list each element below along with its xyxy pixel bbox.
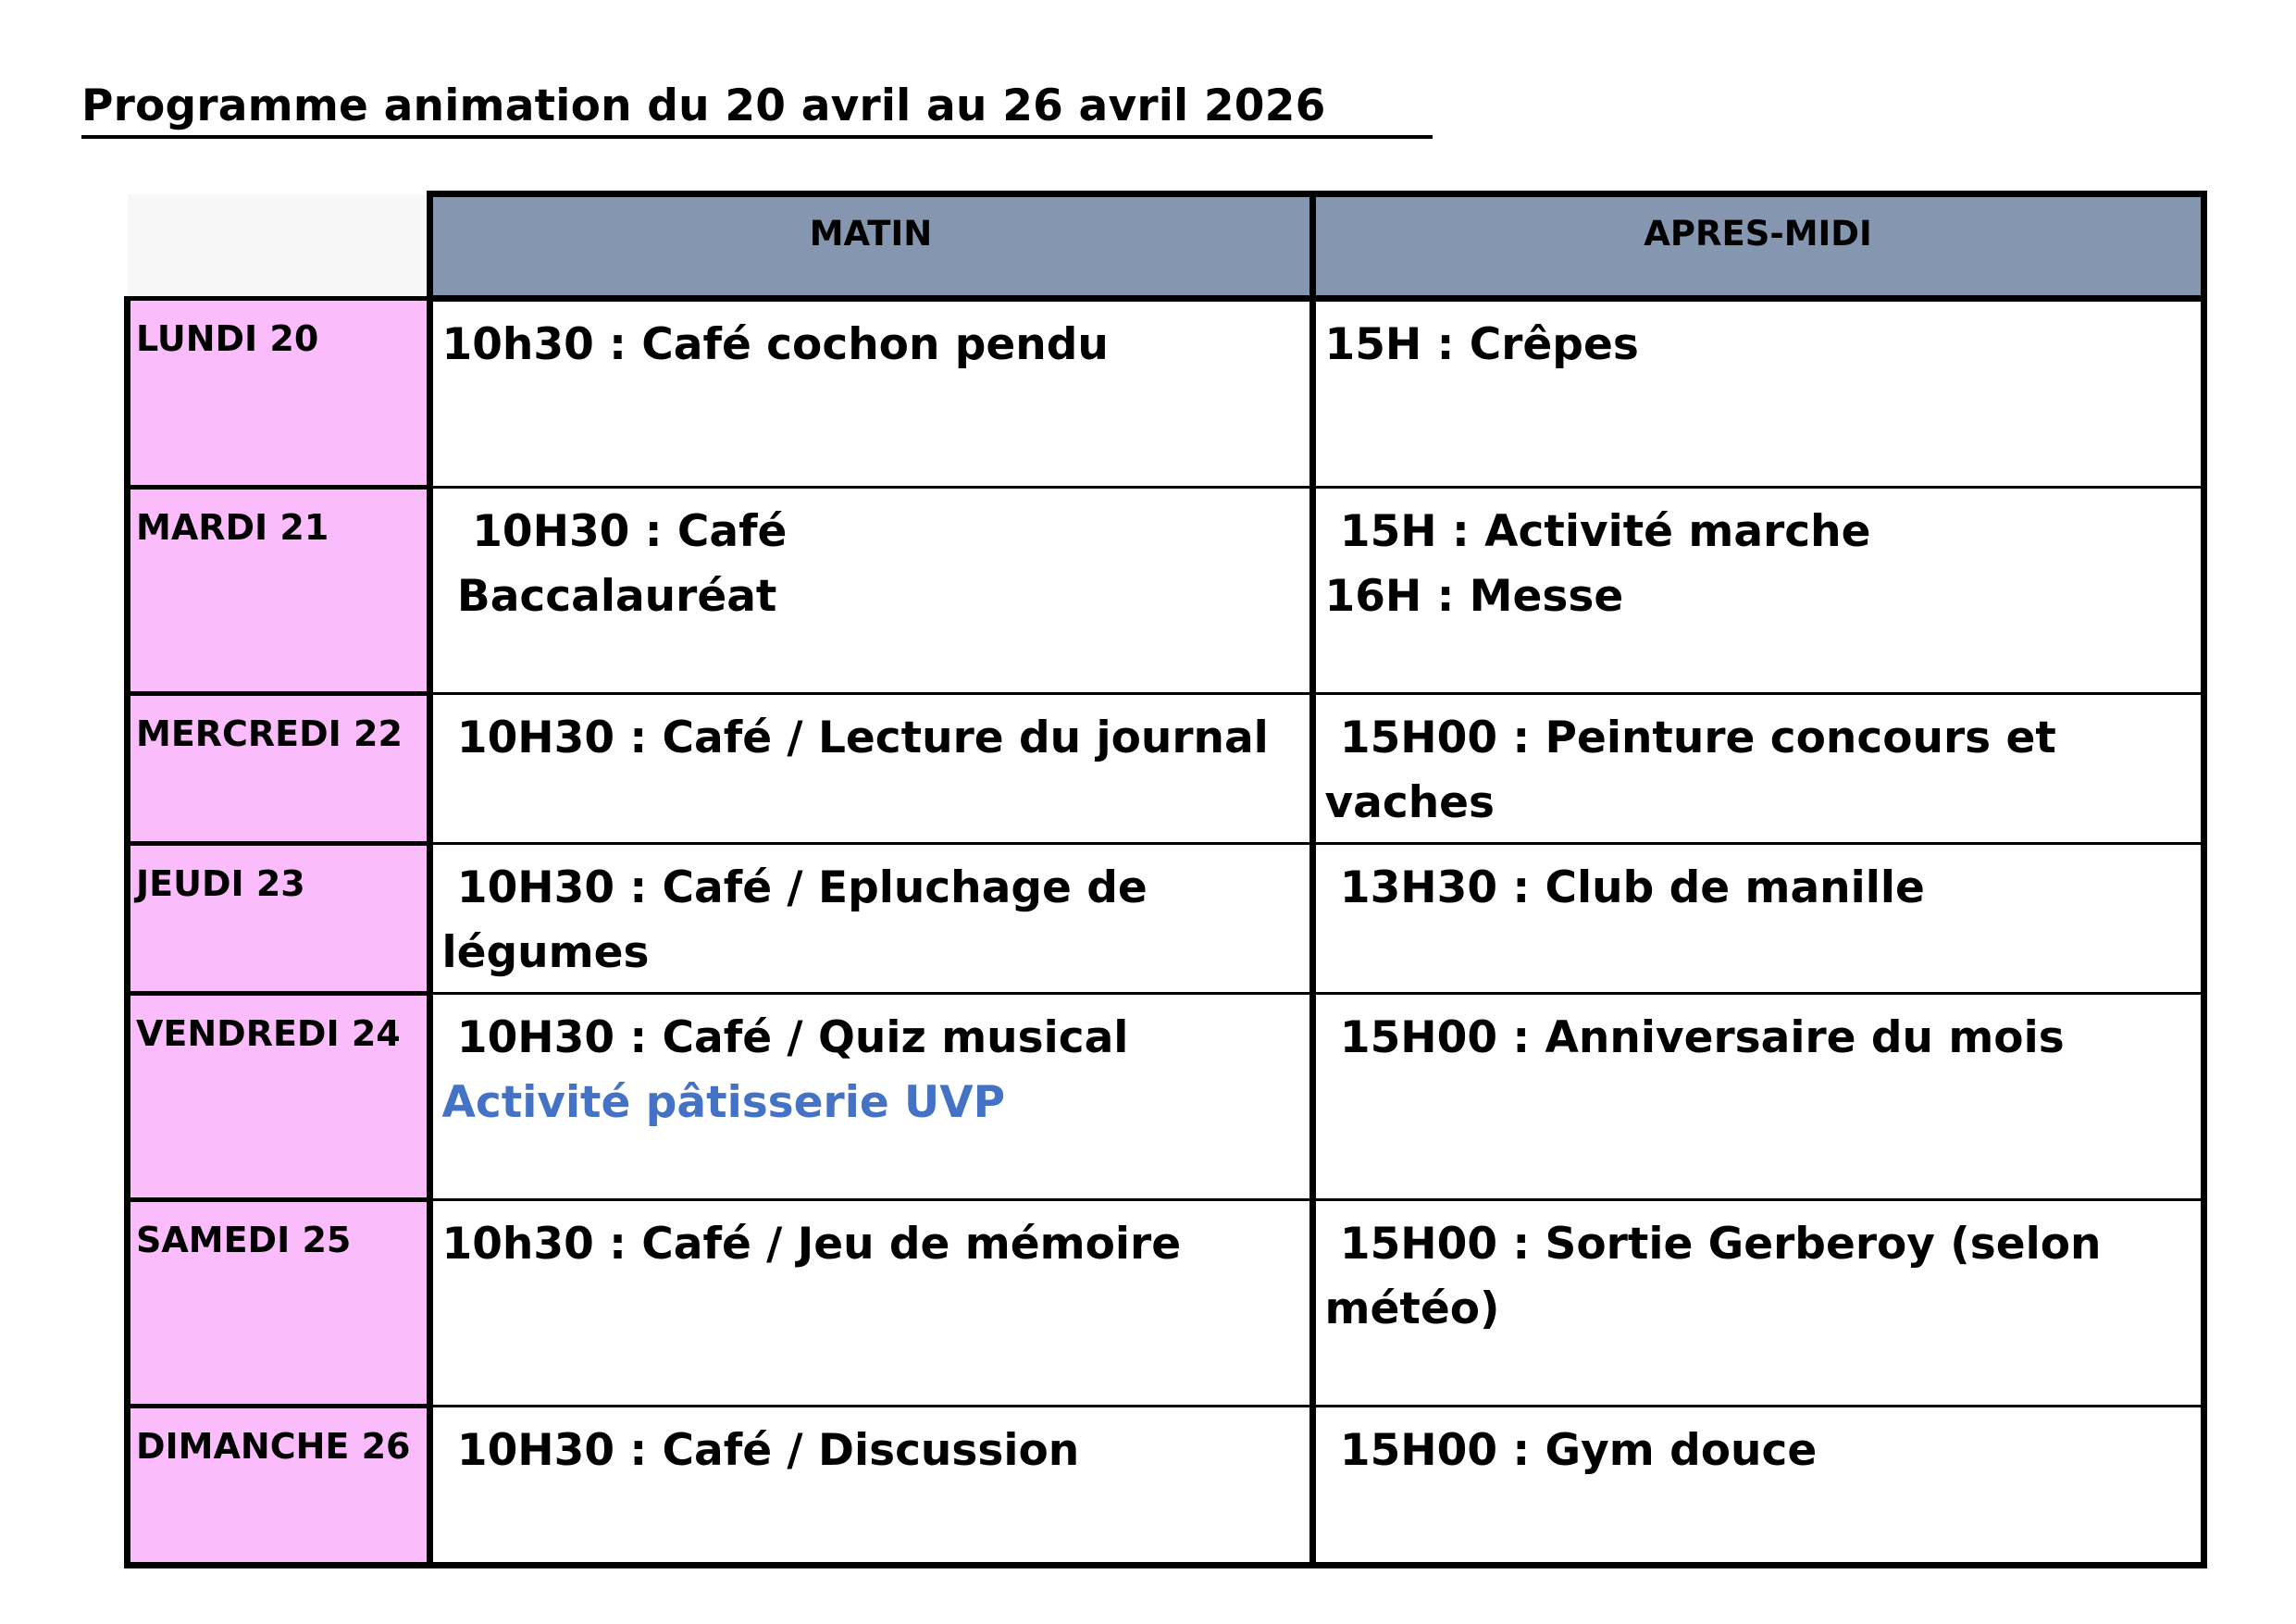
activity-line: 15H00 : Anniversaire du mois	[1324, 1011, 2065, 1063]
matin-cell	[429, 843, 1312, 993]
activity-line: 15H : Crêpes	[1324, 318, 1639, 370]
apres-midi-cell	[1312, 843, 2203, 993]
table-row	[128, 843, 2204, 993]
matin-cell	[429, 1406, 1312, 1565]
apres-midi-cell	[1312, 1406, 2203, 1565]
activity-line: 10H30 : Café / Discussion	[441, 1424, 1080, 1476]
activity-line: 15H00 : Peinture concours et vaches	[1324, 712, 2072, 828]
activity-line: 13H30 : Club de manille	[1324, 862, 1925, 913]
table-row	[128, 487, 2204, 693]
day-label: JEUDI 23	[128, 843, 430, 993]
day-label: MARDI 21	[128, 487, 430, 693]
matin-cell	[429, 1199, 1312, 1406]
table-row	[128, 1406, 2204, 1565]
page-title: Programme animation du 20 avril au 26 avril 2026	[81, 80, 1433, 139]
activity-highlight: Activité pâtisserie UVP	[441, 1076, 1006, 1128]
table-row	[128, 1199, 2204, 1406]
activity-line: 10H30 : Café / Epluchage de légumes	[441, 862, 1163, 978]
activity-line: 10h30 : Café / Jeu de mémoire	[441, 1218, 1182, 1270]
corner-cell	[128, 194, 430, 299]
day-label: VENDREDI 24	[128, 993, 430, 1199]
table-row	[128, 693, 2204, 843]
activity-line: 10H30 : Café	[441, 505, 788, 557]
activity-line: 10H30 : Café / Quiz musical	[441, 1011, 1129, 1063]
header-row	[128, 194, 2204, 299]
apres-midi-cell	[1312, 1199, 2203, 1406]
day-label: MERCREDI 22	[128, 693, 430, 843]
matin-cell	[429, 693, 1312, 843]
apres-midi-cell	[1312, 993, 2203, 1199]
header-matin: MATIN	[429, 194, 1312, 299]
table-row	[128, 298, 2204, 487]
activity-line: Baccalauréat	[441, 570, 777, 622]
day-label: SAMEDI 25	[128, 1199, 430, 1406]
schedule-table	[124, 191, 2207, 1568]
day-label: DIMANCHE 26	[128, 1406, 430, 1565]
activity-line: 15H : Activité marche	[1324, 505, 1871, 557]
activity-line: 15H00 : Gym douce	[1324, 1424, 1818, 1476]
day-label: LUNDI 20	[128, 298, 430, 487]
activity-line: 10H30 : Café / Lecture du journal	[441, 712, 1269, 763]
header-apres-midi: APRES-MIDI	[1312, 194, 2203, 299]
apres-midi-cell	[1312, 693, 2203, 843]
matin-cell	[429, 487, 1312, 693]
matin-cell	[429, 298, 1312, 487]
matin-cell	[429, 993, 1312, 1199]
table-row	[128, 993, 2204, 1199]
apres-midi-cell	[1312, 298, 2203, 487]
activity-line: 16H : Messe	[1324, 570, 1624, 622]
apres-midi-cell	[1312, 487, 2203, 693]
activity-line: 15H00 : Sortie Gerberoy (selon météo)	[1324, 1218, 2116, 1334]
activity-line: 10h30 : Café cochon pendu	[441, 318, 1109, 370]
